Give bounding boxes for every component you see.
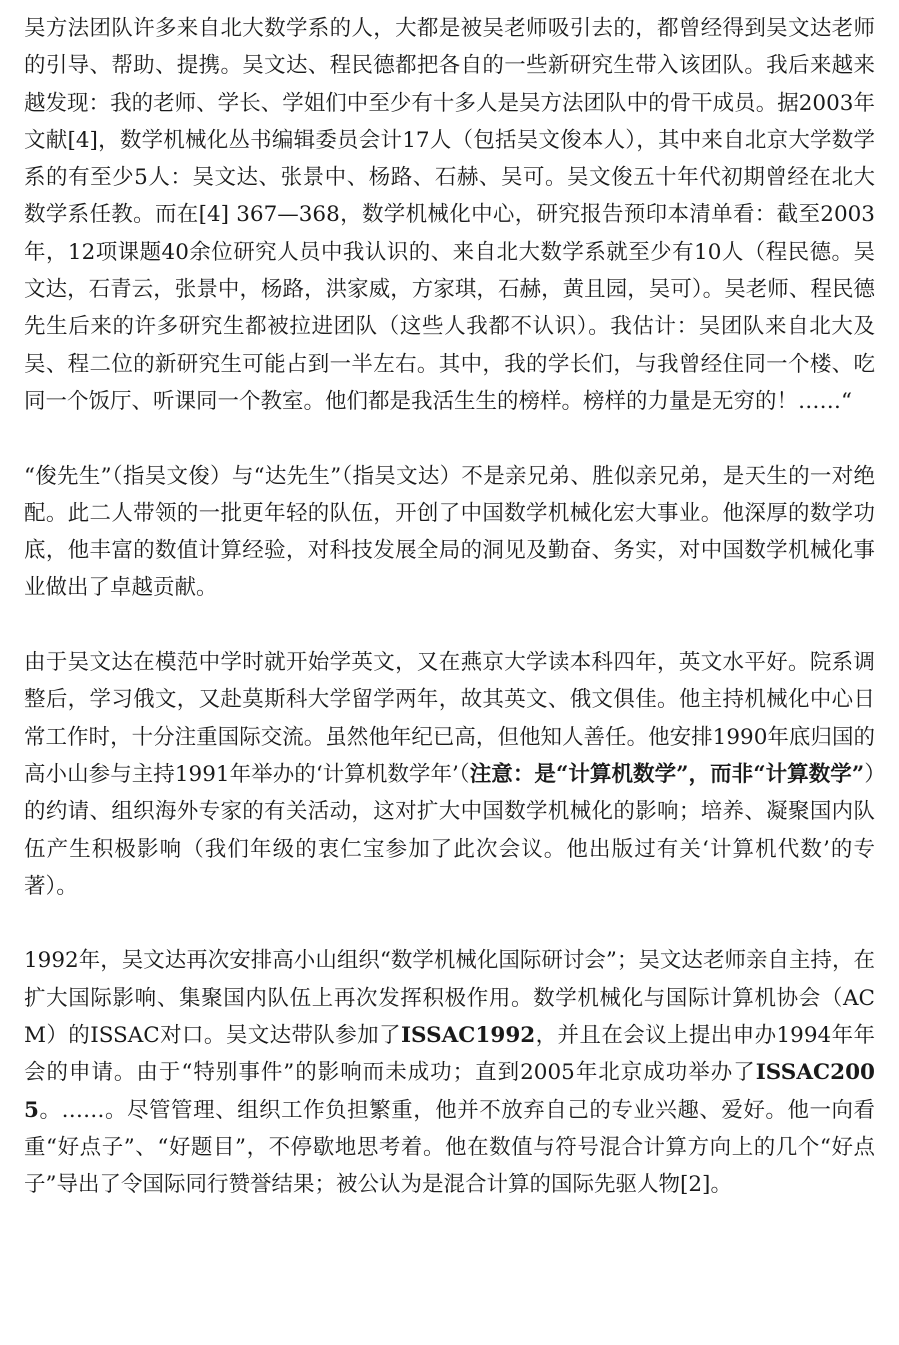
bold-term: ISSAC1992	[400, 1023, 536, 1049]
paragraph-text: 吴方法团队许多来自北大数学系的人，大都是被吴老师吸引去的，都曾经得到吴文达老师的引导、帮助、提携。吴文达、程民德都把各自的一些新研究生带入该团队。我后来越来越发现：我的老师、学长、学姐们中至少有十多人是吴方法团队中的骨干成员。据2003年文献[4]，数学机械化丛书编辑委员会计17人（包括吴文俊本人），其中来自北京大学数学系的有至少5人：吴文达、张景中、杨路、石赫、吴可。吴文俊五十年代初期曾经在北大数学系任教。而在[4] 367—368，数学机械化中心，研究报告预印本清单看：截至2003年，12项课题40余位研究人员中我认识的、来自北大数学系就至少有10人（程民德。吴文达，石青云，张景中，杨路，洪家威，方家琪，石赫，黄且园，吴可）。吴老师、程民德先生后来的许多研究生都被拉进团队（这些人我都不认识）。我估计：吴团队来自北大及吴、程二位的新研究生可能占到一半左右。其中，我的学长们，与我曾经住同一个楼、吃同一个饭厅、听课同一个教室。他们都是我活生生的榜样。榜样的力量是无穷的！……“	[24, 16, 875, 414]
paragraph-text: ，并且在会议上提出申办1994年年会的申请。由于“特别事件”的影响而未成功；直到2005年北京成功举办了	[24, 1023, 875, 1086]
bold-note: 注意：是“计算机数学”，而非“计算数学”	[469, 761, 865, 787]
paragraph-text: 。……。尽管管理、组织工作负担繁重，他并不放弃自己的专业兴趣、爱好。他一向看重“好点子”、“好题目”，不停歇地思考着。他在数值与符号混合计算方向上的几个“好点子”导出了令国际同行赞誉结果；被公认为是混合计算的国际先驱人物[2]。	[24, 1097, 875, 1198]
paragraph	[24, 10, 875, 420]
paragraph	[24, 942, 875, 1203]
paragraph	[24, 644, 875, 905]
paragraph-text: “俊先生”（指吴文俊）与“达先生”（指吴文达）不是亲兄弟、胜似亲兄弟，是天生的一对绝配。此二人带领的一批更年轻的队伍，开创了中国数学机械化宏大事业。他深厚的数学功底，他丰富的数值计算经验，对科技发展全局的洞见及勤奋、务实，对中国数学机械化事业做出了卓越贡献。	[24, 463, 875, 601]
bold-term: ISSAC2005	[24, 1060, 875, 1123]
paragraph-text: ）的约请、组织海外专家的有关活动，这对扩大中国数学机械化的影响；培养、凝聚国内队伍产生积极影响（我们年级的衷仁宝参加了此次会议。他出版过有关‘计算机代数’的专著）。	[24, 761, 875, 899]
paragraph	[24, 458, 875, 607]
paragraph-text: 1992年，吴文达再次安排高小山组织“数学机械化国际研讨会”；吴文达老师亲自主持，在扩大国际影响、集聚国内队伍上再次发挥积极作用。数学机械化与国际计算机协会（ACM）的ISSAC对口。吴文达带队参加了	[24, 948, 875, 1049]
paragraph-text: 由于吴文达在模范中学时就开始学英文，又在燕京大学读本科四年，英文水平好。院系调整后，学习俄文，又赴莫斯科大学留学两年，故其英文、俄文俱佳。他主持机械化中心日常工作时，十分注重国际交流。虽然他年纪已高，但他知人善任。他安排1990年底归国的高小山参与主持1991年举办的‘计算机数学年’（	[24, 650, 875, 787]
